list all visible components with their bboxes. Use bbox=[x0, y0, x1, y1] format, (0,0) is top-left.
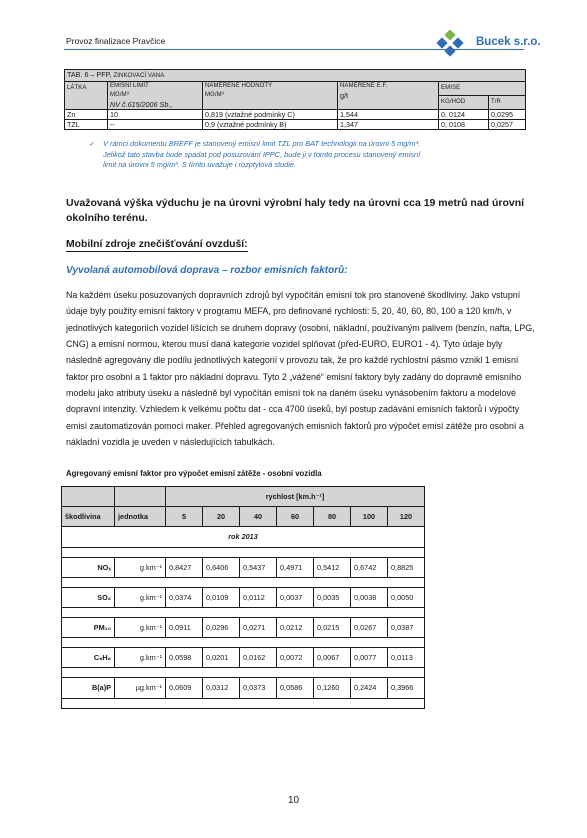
table-row bbox=[62, 557, 425, 577]
col-limit-nv: NV č.615/2006 Sb., bbox=[110, 100, 173, 109]
table2-speed-row bbox=[62, 487, 425, 507]
pollutant-unit: µg.km⁻¹ bbox=[115, 678, 166, 698]
value-cell: 0,4971 bbox=[277, 557, 314, 577]
col-emise-label: EMISE bbox=[441, 85, 461, 91]
value-cell: 0,0271 bbox=[240, 617, 277, 637]
value-cell: 0,0586 bbox=[277, 678, 314, 698]
subheading: Vyvolaná automobilová doprava – rozbor emisních faktorů: bbox=[66, 265, 348, 276]
value-cell: 0,0162 bbox=[240, 648, 277, 668]
col-hodnoty bbox=[203, 82, 338, 110]
value-cell: 0,5437 bbox=[240, 557, 277, 577]
section-heading: Mobilní zdroje znečišťování ovzduší: bbox=[66, 239, 248, 250]
emission-factor-table bbox=[61, 486, 425, 709]
table6-caption-row bbox=[65, 70, 526, 82]
logo-text: Bucek s.r.o. bbox=[476, 36, 541, 48]
col-kg bbox=[439, 96, 489, 110]
value-cell: 0,0113 bbox=[388, 648, 425, 668]
table-row bbox=[62, 678, 425, 698]
table2-header-row bbox=[62, 507, 425, 527]
col-ef bbox=[338, 82, 439, 110]
table2-spacer-row bbox=[62, 577, 425, 587]
blank-cell bbox=[62, 487, 115, 507]
body-paragraph: Na každém úseku posuzovaných dopravních zdrojů byl vypočítán emisní tok pro stanovené škodliviny. Jako vstupní údaje byly použity emisní faktory v programu MEFA, pro definované rychlosti: 5, 20, 40, 60, 80, 100 a 120 km/h, v jednotlivých kategoriích vozidel lišících se druhem dopravy (osobní, nákladní, používaným palivem (benzín, nafta, LPG, CNG) a emisní normou, kterou musí daná kategorie vozidel splňovat (před-EURO, EURO1 - 4). Tyto údaje byly následně agregovány dle podílu jednotlivých kategorií v provozu tak, že pro každé rychlostní pásmo vznikl 1 emisní faktor pro osobní a 1 faktor pro nákladní dopravu. Tyto 2 „vážené“ emisní faktory byly zadány do dopravně emisního modelu jako atributy úseku a následně byl vypočítán emisní tok na daném úseku vynásobením faktoru a modelové dopravní intenzity. Vzhledem k velkému počtu dat - cca 4700 úseků, byl postup zadávání emisních faktorů i výpočty emisí zautomatizován pomocí maker. Přehled agregovaných emisních faktorů pro výpočet emisí zátěže pro osobní a nákladní vozidla je uveden v následujících tabulkách. bbox=[66, 290, 535, 448]
pollutant-name: PM₁₀ bbox=[62, 617, 115, 637]
cell-kg: 0, 0124 bbox=[439, 110, 489, 120]
pollutant-name: B(a)P bbox=[62, 678, 115, 698]
value-cell: 0,8427 bbox=[166, 557, 203, 577]
caption-prefix: TAB. 6 – PFP, bbox=[67, 70, 112, 79]
pollutant-name: C₆H₆ bbox=[62, 648, 115, 668]
col-latka-label: LÁTKA bbox=[67, 85, 87, 91]
table6-row-tzl bbox=[65, 120, 526, 130]
logo-diamonds-icon bbox=[434, 30, 474, 58]
col-latka bbox=[65, 82, 108, 110]
col-ef-unit: g/t bbox=[340, 91, 348, 100]
value-cell: 0,0215 bbox=[314, 617, 351, 637]
col-hodnoty-unit: MG/M³ bbox=[205, 92, 224, 98]
value-cell: 0,0072 bbox=[277, 648, 314, 668]
value-cell: 0,5412 bbox=[314, 557, 351, 577]
pollutant-unit: g.km⁻¹ bbox=[115, 557, 166, 577]
value-cell: 0,0067 bbox=[314, 648, 351, 668]
caption-suffix: ZINKOVACÍ VANA bbox=[113, 73, 165, 79]
spacer-cell bbox=[62, 547, 425, 557]
table6-row-zn bbox=[65, 110, 526, 120]
cell-hodnota: 0,9 (vztažné podmínky B) bbox=[203, 120, 338, 130]
speed-header: rychlost [km.h⁻¹] bbox=[166, 487, 425, 507]
pollutant-name: SO₂ bbox=[62, 587, 115, 607]
value-cell: 0,0387 bbox=[388, 617, 425, 637]
pollutant-name: NOₓ bbox=[62, 557, 115, 577]
year-label: rok 2013 bbox=[62, 527, 425, 547]
table2-caption: Agregovaný emisní faktor pro výpočet emisní zátěže - osobní vozidla bbox=[66, 469, 322, 478]
value-cell: 0,0035 bbox=[314, 587, 351, 607]
spacer-cell bbox=[62, 638, 425, 648]
col-limit bbox=[108, 82, 203, 110]
value-cell: 0,1260 bbox=[314, 678, 351, 698]
document-header-title: Provoz finalizace Pravčice bbox=[66, 36, 166, 46]
company-logo bbox=[434, 30, 554, 58]
cell-hodnota: 0,819 (vztažné podmínky C) bbox=[203, 110, 338, 120]
value-cell: 0,0374 bbox=[166, 587, 203, 607]
emission-table-tab6 bbox=[64, 69, 526, 130]
col-limit-unit: MG/M³ bbox=[110, 92, 129, 98]
value-cell: 0,0598 bbox=[166, 648, 203, 668]
speed-80: 80 bbox=[314, 507, 351, 527]
table6-caption bbox=[65, 70, 526, 82]
note-line-3: limit na úrovni 5 mg/m³. S tímto uvažuje i rozptylová studie. bbox=[103, 160, 297, 169]
speed-5: 5 bbox=[166, 507, 203, 527]
value-cell: 0,2424 bbox=[351, 678, 388, 698]
value-cell: 0,0201 bbox=[203, 648, 240, 668]
cell-latka: TZL bbox=[65, 120, 108, 130]
value-cell: 0,3966 bbox=[388, 678, 425, 698]
col-kg-label: KG/HOD bbox=[441, 99, 466, 105]
value-cell: 0,0296 bbox=[203, 617, 240, 637]
cell-limit: 10 bbox=[108, 110, 203, 120]
spacer-cell bbox=[62, 698, 425, 708]
blank-cell bbox=[115, 487, 166, 507]
value-cell: 0,0109 bbox=[203, 587, 240, 607]
table-row bbox=[62, 617, 425, 637]
table2-spacer-row bbox=[62, 638, 425, 648]
value-cell: 0,0267 bbox=[351, 617, 388, 637]
col-hodnoty-label: NAMĚŘENÉ HODNOTY bbox=[205, 83, 273, 89]
table2-spacer-row bbox=[62, 607, 425, 617]
bref-note bbox=[89, 139, 535, 171]
table-row bbox=[62, 587, 425, 607]
pollutant-unit: g.km⁻¹ bbox=[115, 648, 166, 668]
col-jednotka: jednotka bbox=[115, 507, 166, 527]
speed-100: 100 bbox=[351, 507, 388, 527]
table2-year-row bbox=[62, 527, 425, 547]
cell-limit: -- bbox=[108, 120, 203, 130]
col-limit-label: EMISNÍ LIMIT bbox=[110, 83, 149, 89]
cell-ef: 1,347 bbox=[338, 120, 439, 130]
value-cell: 0,6742 bbox=[351, 557, 388, 577]
cell-latka: Zn bbox=[65, 110, 108, 120]
value-cell: 0,0911 bbox=[166, 617, 203, 637]
value-cell: 0,0373 bbox=[240, 678, 277, 698]
value-cell: 0,6406 bbox=[203, 557, 240, 577]
col-ef-label: NAMĚŘENÉ E.F. bbox=[340, 83, 388, 89]
value-cell: 0,0077 bbox=[351, 648, 388, 668]
spacer-cell bbox=[62, 668, 425, 678]
table-row bbox=[62, 648, 425, 668]
note-line-1: V rámci dokumentu BREFF je stanovený emisní limit TZL pro BAT technologii na úrovni 5 mg/m³. bbox=[103, 139, 421, 148]
table6-header-row bbox=[65, 82, 526, 96]
speed-20: 20 bbox=[203, 507, 240, 527]
value-cell: 0,0609 bbox=[166, 678, 203, 698]
pollutant-unit: g.km⁻¹ bbox=[115, 617, 166, 637]
speed-40: 40 bbox=[240, 507, 277, 527]
cell-t: 0,0257 bbox=[489, 120, 526, 130]
cell-kg: 0, 0108 bbox=[439, 120, 489, 130]
value-cell: 0,8825 bbox=[388, 557, 425, 577]
table2-spacer-row bbox=[62, 547, 425, 557]
speed-120: 120 bbox=[388, 507, 425, 527]
speed-60: 60 bbox=[277, 507, 314, 527]
page-number: 10 bbox=[288, 795, 300, 806]
value-cell: 0,0312 bbox=[203, 678, 240, 698]
value-cell: 0,0037 bbox=[277, 587, 314, 607]
col-t-label: T/R bbox=[491, 99, 501, 105]
col-skodlivina: škodlivina bbox=[62, 507, 115, 527]
value-cell: 0,0050 bbox=[388, 587, 425, 607]
table2-spacer-row bbox=[62, 698, 425, 708]
value-cell: 0,0212 bbox=[277, 617, 314, 637]
cell-ef: 1,544 bbox=[338, 110, 439, 120]
value-cell: 0,0112 bbox=[240, 587, 277, 607]
stack-height-paragraph: Uvažovaná výška výduchu je na úrovni výrobní haly tedy na úrovni cca 19 metrů nad úrovní okolního terénu. bbox=[66, 197, 525, 224]
table2-spacer-row bbox=[62, 668, 425, 678]
value-cell: 0,0038 bbox=[351, 587, 388, 607]
checkmark-icon: ✓ bbox=[89, 139, 96, 148]
note-line-2: Jelikož tato stavba bude spadat pod posuzování IPPC, bude ji v tomto procesu stanovený emisní bbox=[103, 149, 421, 159]
col-t bbox=[489, 96, 526, 110]
spacer-cell bbox=[62, 577, 425, 587]
pollutant-unit: g.km⁻¹ bbox=[115, 587, 166, 607]
cell-t: 0,0295 bbox=[489, 110, 526, 120]
spacer-cell bbox=[62, 607, 425, 617]
col-emise bbox=[439, 82, 526, 96]
